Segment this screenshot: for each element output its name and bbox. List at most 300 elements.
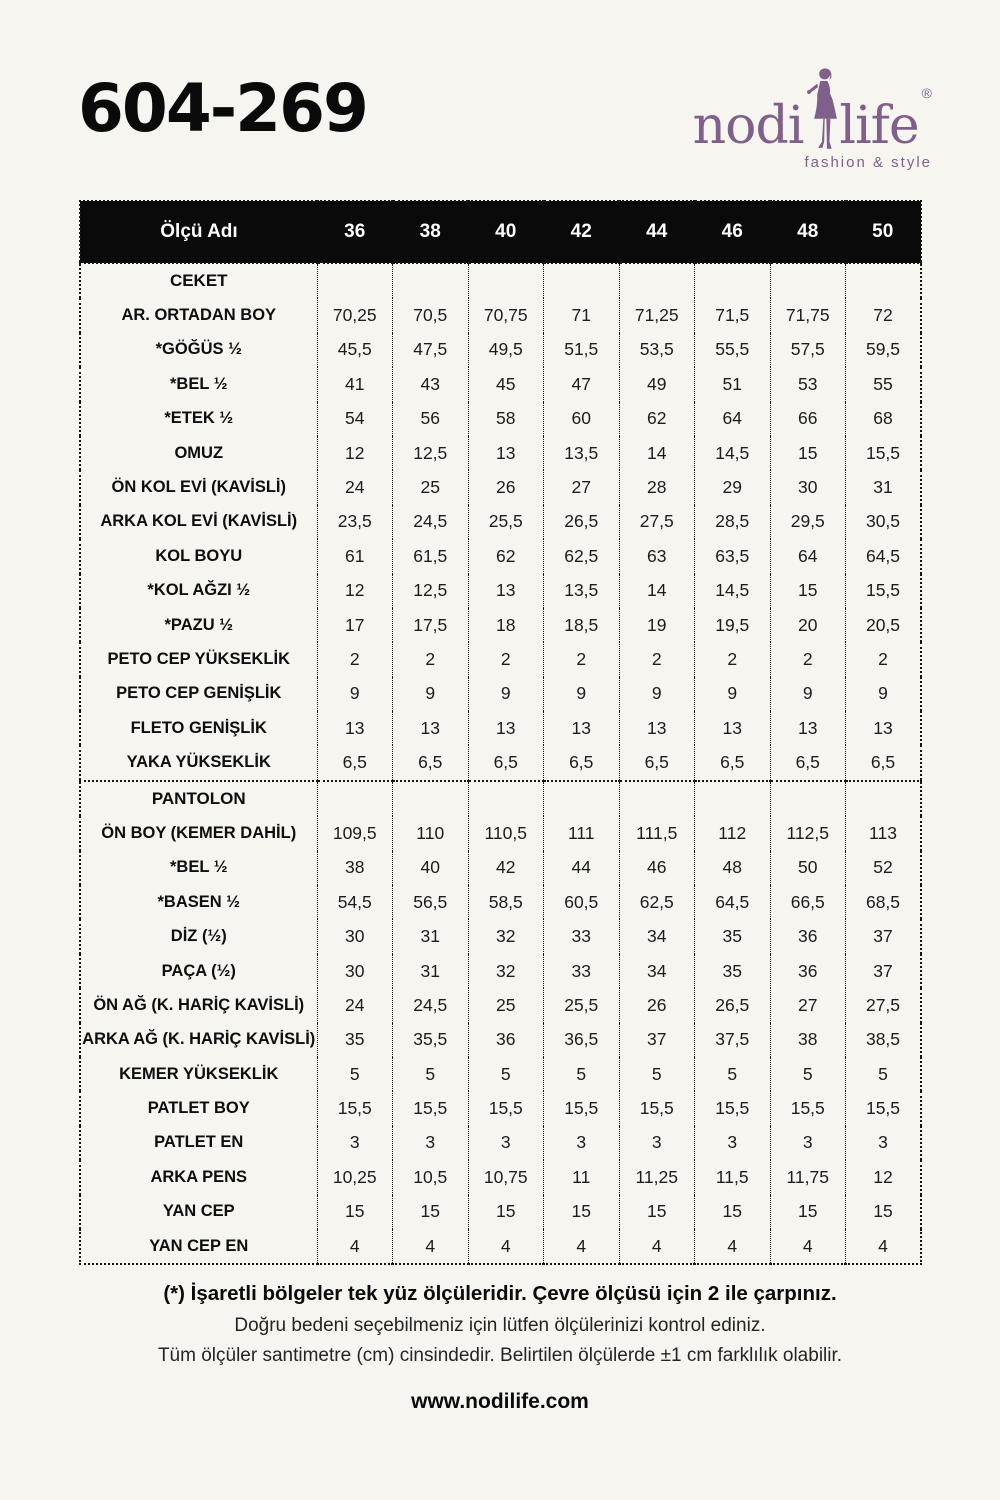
measurement-row xyxy=(80,885,921,919)
measurement-value-cell: 4 xyxy=(317,1229,393,1264)
section-title-cell: PANTOLON xyxy=(80,781,317,816)
measurement-label-cell: *PAZU ½ xyxy=(164,615,233,634)
measurement-row xyxy=(80,745,921,780)
measurement-value-cell: 47 xyxy=(544,367,620,401)
measurement-value-cell: 72 xyxy=(846,298,922,332)
measurement-value-cell: 66,5 xyxy=(770,885,846,919)
footnote-line: Tüm ölçüler santimetre (cm) cinsindedir. Belirtilen ölçülerde ±1 cm farklılık olabilir. xyxy=(157,1345,843,1366)
measurement-value-cell: 110 xyxy=(393,816,469,850)
measurement-row xyxy=(80,574,921,608)
measurement-row xyxy=(80,539,921,573)
measurement-row xyxy=(80,1126,921,1160)
measurement-value-cell: 18 xyxy=(468,608,544,642)
measurement-value-cell: 25,5 xyxy=(544,988,620,1022)
measurement-value-cell: 6,5 xyxy=(317,745,393,780)
size-chart-table xyxy=(79,200,922,1265)
measurement-value-cell: 30 xyxy=(317,954,393,988)
column-header-size: 44 xyxy=(619,201,695,263)
measurement-value-cell: 26 xyxy=(619,988,695,1022)
measurement-value-cell: 35,5 xyxy=(393,1023,469,1057)
measurement-value-cell: 15,5 xyxy=(846,574,922,608)
measurement-value-cell: 64,5 xyxy=(695,885,771,919)
measurement-row xyxy=(80,402,921,436)
measurement-value-cell: 17,5 xyxy=(393,608,469,642)
website-url: www.nodilife.com xyxy=(411,1390,589,1413)
measurement-value-cell: 110,5 xyxy=(468,816,544,850)
measurement-row xyxy=(80,988,921,1022)
measurement-value-cell: 13 xyxy=(770,711,846,745)
measurement-value-cell: 15,5 xyxy=(317,1091,393,1125)
measurement-value-cell: 55,5 xyxy=(695,333,771,367)
measurement-value-cell: 3 xyxy=(468,1126,544,1160)
measurement-value-cell: 54,5 xyxy=(317,885,393,919)
section-title-row xyxy=(80,263,921,298)
measurement-row xyxy=(80,1160,921,1194)
measurement-value-cell: 38 xyxy=(770,1023,846,1057)
measurement-value-cell: 3 xyxy=(619,1126,695,1160)
measurement-value-cell: 61 xyxy=(317,539,393,573)
measurement-value-cell: 63,5 xyxy=(695,539,771,573)
column-header-size: 50 xyxy=(846,201,922,263)
measurement-value-cell: 6,5 xyxy=(544,745,620,780)
measurement-value-cell: 26,5 xyxy=(544,505,620,539)
measurement-value-cell: 41 xyxy=(317,367,393,401)
measurement-value-cell: 5 xyxy=(695,1057,771,1091)
measurement-row xyxy=(80,608,921,642)
measurement-value-cell: 12 xyxy=(317,436,393,470)
measurement-value-cell: 29 xyxy=(695,470,771,504)
measurement-value-cell: 66 xyxy=(770,402,846,436)
measurement-value-cell: 4 xyxy=(846,1229,922,1264)
measurement-value-cell: 2 xyxy=(619,642,695,676)
measurement-value-cell: 13 xyxy=(468,711,544,745)
measurement-value-cell: 13 xyxy=(317,711,393,745)
measurement-label-cell: ÖN KOL EVİ (KAVİSLİ) xyxy=(111,478,286,497)
measurement-value-cell: 15 xyxy=(695,1195,771,1229)
empty-cell xyxy=(468,781,544,816)
measurement-value-cell: 36 xyxy=(770,919,846,953)
measurement-value-cell: 15,5 xyxy=(619,1091,695,1125)
measurement-value-cell: 3 xyxy=(695,1126,771,1160)
measurement-value-cell: 64,5 xyxy=(846,539,922,573)
measurement-value-cell: 3 xyxy=(393,1126,469,1160)
measurement-value-cell: 12,5 xyxy=(393,574,469,608)
measurement-label-cell: *ETEK ½ xyxy=(164,409,234,428)
measurement-label-cell: AR. ORTADAN BOY xyxy=(121,306,277,325)
measurement-value-cell: 14,5 xyxy=(695,574,771,608)
measurement-row xyxy=(80,677,921,711)
measurement-value-cell: 15 xyxy=(770,1195,846,1229)
measurement-value-cell: 38 xyxy=(317,851,393,885)
measurement-value-cell: 4 xyxy=(695,1229,771,1264)
measurement-value-cell: 3 xyxy=(770,1126,846,1160)
measurement-value-cell: 15 xyxy=(544,1195,620,1229)
measurement-row xyxy=(80,642,921,676)
measurement-value-cell: 44 xyxy=(544,851,620,885)
measurement-row xyxy=(80,1229,921,1264)
measurement-value-cell: 24,5 xyxy=(393,988,469,1022)
measurement-value-cell: 63 xyxy=(619,539,695,573)
measurement-value-cell: 70,5 xyxy=(393,298,469,332)
measurement-value-cell: 49,5 xyxy=(468,333,544,367)
measurement-value-cell: 111,5 xyxy=(619,816,695,850)
measurement-value-cell: 14 xyxy=(619,436,695,470)
measurement-label-cell: *KOL AĞZI ½ xyxy=(147,581,251,600)
measurement-value-cell: 6,5 xyxy=(619,745,695,780)
measurement-label-cell: ARKA PENS xyxy=(150,1167,248,1186)
measurement-row xyxy=(80,333,921,367)
measurement-label-cell: *GÖĞÜS ½ xyxy=(155,340,242,359)
empty-cell xyxy=(770,263,846,298)
measurement-label-cell: ÖN BOY (KEMER DAHİL) xyxy=(101,823,297,842)
measurement-value-cell: 2 xyxy=(393,642,469,676)
empty-cell xyxy=(846,263,922,298)
measurement-value-cell: 26 xyxy=(468,470,544,504)
measurement-value-cell: 13,5 xyxy=(544,574,620,608)
measurement-value-cell: 11,5 xyxy=(695,1160,771,1194)
brand-tagline: fashion & style xyxy=(804,154,932,171)
measurement-value-cell: 15 xyxy=(619,1195,695,1229)
measurement-value-cell: 112 xyxy=(695,816,771,850)
measurement-label-cell: DİZ (½) xyxy=(170,927,227,946)
measurement-value-cell: 11,75 xyxy=(770,1160,846,1194)
measurement-label-cell: PETO CEP GENİŞLİK xyxy=(116,684,282,703)
measurement-value-cell: 37,5 xyxy=(695,1023,771,1057)
empty-cell xyxy=(393,781,469,816)
measurement-value-cell: 31 xyxy=(393,919,469,953)
measurement-value-cell: 26,5 xyxy=(695,988,771,1022)
measurement-label-cell: *BEL ½ xyxy=(170,374,228,393)
column-header-size: 36 xyxy=(317,201,393,263)
footnote-line: Doğru bedeni seçebilmeniz için lütfen ölçülerinizi kontrol ediniz. xyxy=(234,1315,766,1336)
measurement-value-cell: 62,5 xyxy=(619,885,695,919)
measurement-value-cell: 70,75 xyxy=(468,298,544,332)
measurement-label-cell: YAN CEP xyxy=(162,1202,235,1221)
measurement-label-cell: ARKA AĞ (K. HARİÇ KAVİSLİ) xyxy=(82,1030,316,1049)
brand-logo xyxy=(693,66,932,171)
measurement-value-cell: 58 xyxy=(468,402,544,436)
measurement-value-cell: 38,5 xyxy=(846,1023,922,1057)
measurement-value-cell: 5 xyxy=(846,1057,922,1091)
measurement-value-cell: 5 xyxy=(619,1057,695,1091)
measurement-value-cell: 5 xyxy=(544,1057,620,1091)
measurement-value-cell: 13 xyxy=(544,711,620,745)
measurement-row xyxy=(80,298,921,332)
measurement-value-cell: 20,5 xyxy=(846,608,922,642)
measurement-value-cell: 27 xyxy=(770,988,846,1022)
measurement-value-cell: 29,5 xyxy=(770,505,846,539)
measurement-value-cell: 24,5 xyxy=(393,505,469,539)
measurement-value-cell: 15,5 xyxy=(393,1091,469,1125)
measurement-value-cell: 68,5 xyxy=(846,885,922,919)
measurement-value-cell: 18,5 xyxy=(544,608,620,642)
measurement-value-cell: 71,75 xyxy=(770,298,846,332)
measurement-label-cell: YAN CEP EN xyxy=(149,1236,249,1255)
section-title-row xyxy=(80,781,921,816)
measurement-value-cell: 4 xyxy=(619,1229,695,1264)
column-header-size: 48 xyxy=(770,201,846,263)
measurement-value-cell: 64 xyxy=(770,539,846,573)
measurement-value-cell: 10,5 xyxy=(393,1160,469,1194)
measurement-value-cell: 13 xyxy=(393,711,469,745)
measurement-label-cell: FLETO GENİŞLİK xyxy=(130,718,267,737)
column-header-size: 40 xyxy=(468,201,544,263)
measurement-value-cell: 68 xyxy=(846,402,922,436)
measurement-value-cell: 49 xyxy=(619,367,695,401)
measurement-value-cell: 15 xyxy=(770,574,846,608)
measurement-label-cell: PAÇA (½) xyxy=(161,961,236,980)
measurement-value-cell: 9 xyxy=(695,677,771,711)
empty-cell xyxy=(695,263,771,298)
measurement-value-cell: 59,5 xyxy=(846,333,922,367)
measurement-value-cell: 112,5 xyxy=(770,816,846,850)
measurement-value-cell: 11,25 xyxy=(619,1160,695,1194)
empty-cell xyxy=(317,781,393,816)
measurement-value-cell: 56 xyxy=(393,402,469,436)
measurement-value-cell: 3 xyxy=(317,1126,393,1160)
size-chart-header xyxy=(80,201,921,263)
measurement-row xyxy=(80,470,921,504)
measurement-label-cell: ARKA KOL EVİ (KAVİSLİ) xyxy=(100,512,298,531)
measurement-value-cell: 19 xyxy=(619,608,695,642)
measurement-value-cell: 14 xyxy=(619,574,695,608)
measurement-value-cell: 2 xyxy=(317,642,393,676)
measurement-value-cell: 20 xyxy=(770,608,846,642)
measurement-value-cell: 35 xyxy=(695,919,771,953)
measurement-value-cell: 2 xyxy=(695,642,771,676)
measurement-value-cell: 40 xyxy=(393,851,469,885)
measurement-value-cell: 23,5 xyxy=(317,505,393,539)
measurement-value-cell: 9 xyxy=(619,677,695,711)
measurement-value-cell: 9 xyxy=(770,677,846,711)
measurement-value-cell: 64 xyxy=(695,402,771,436)
measurement-value-cell: 113 xyxy=(846,816,922,850)
measurement-value-cell: 12,5 xyxy=(393,436,469,470)
measurement-row xyxy=(80,367,921,401)
measurement-value-cell: 57,5 xyxy=(770,333,846,367)
measurement-value-cell: 53,5 xyxy=(619,333,695,367)
measurement-value-cell: 43 xyxy=(393,367,469,401)
measurement-value-cell: 15 xyxy=(846,1195,922,1229)
measurement-value-cell: 2 xyxy=(468,642,544,676)
measurement-value-cell: 9 xyxy=(544,677,620,711)
measurement-value-cell: 4 xyxy=(770,1229,846,1264)
measurement-value-cell: 33 xyxy=(544,954,620,988)
measurement-value-cell: 6,5 xyxy=(770,745,846,780)
measurement-value-cell: 55 xyxy=(846,367,922,401)
measurement-value-cell: 24 xyxy=(317,470,393,504)
measurement-label-cell: KEMER YÜKSEKLİK xyxy=(119,1064,279,1083)
measurement-value-cell: 35 xyxy=(317,1023,393,1057)
column-header-size: 38 xyxy=(393,201,469,263)
measurement-label-cell: ÖN AĞ (K. HARİÇ KAVİSLİ) xyxy=(93,995,305,1014)
woman-silhouette-icon xyxy=(806,66,838,154)
column-header-size: 42 xyxy=(544,201,620,263)
measurement-label-cell: *BASEN ½ xyxy=(157,892,241,911)
measurement-row xyxy=(80,711,921,745)
measurement-value-cell: 34 xyxy=(619,919,695,953)
measurement-value-cell: 27,5 xyxy=(619,505,695,539)
measurement-label-cell: YAKA YÜKSEKLİK xyxy=(126,753,271,772)
empty-cell xyxy=(468,263,544,298)
measurement-value-cell: 58,5 xyxy=(468,885,544,919)
measurement-value-cell: 62 xyxy=(619,402,695,436)
measurement-label-cell: PATLET EN xyxy=(154,1133,244,1152)
measurement-value-cell: 15,5 xyxy=(846,436,922,470)
measurement-value-cell: 54 xyxy=(317,402,393,436)
measurement-value-cell: 6,5 xyxy=(846,745,922,780)
measurement-value-cell: 15,5 xyxy=(544,1091,620,1125)
size-chart-body xyxy=(80,263,921,1264)
measurement-value-cell: 13 xyxy=(846,711,922,745)
measurement-value-cell: 25 xyxy=(393,470,469,504)
empty-cell xyxy=(846,781,922,816)
measurement-value-cell: 10,75 xyxy=(468,1160,544,1194)
measurement-value-cell: 62,5 xyxy=(544,539,620,573)
measurement-value-cell: 31 xyxy=(393,954,469,988)
measurement-value-cell: 45,5 xyxy=(317,333,393,367)
measurement-value-cell: 11 xyxy=(544,1160,620,1194)
empty-cell xyxy=(317,263,393,298)
column-header-measure-name: Ölçü Adı xyxy=(80,201,317,263)
measurement-value-cell: 52 xyxy=(846,851,922,885)
measurement-value-cell: 31 xyxy=(846,470,922,504)
measurement-row xyxy=(80,436,921,470)
measurement-value-cell: 45 xyxy=(468,367,544,401)
measurement-value-cell: 51,5 xyxy=(544,333,620,367)
measurement-value-cell: 2 xyxy=(770,642,846,676)
measurement-value-cell: 9 xyxy=(468,677,544,711)
measurement-value-cell: 53 xyxy=(770,367,846,401)
measurement-label-cell: KOL BOYU xyxy=(155,546,243,565)
measurement-value-cell: 6,5 xyxy=(393,745,469,780)
empty-cell xyxy=(695,781,771,816)
header-row xyxy=(80,201,921,263)
empty-cell xyxy=(619,781,695,816)
measurement-value-cell: 24 xyxy=(317,988,393,1022)
measurement-value-cell: 71 xyxy=(544,298,620,332)
footnotes xyxy=(0,1282,1000,1375)
measurement-value-cell: 13 xyxy=(468,436,544,470)
measurement-value-cell: 32 xyxy=(468,919,544,953)
measurement-value-cell: 13,5 xyxy=(544,436,620,470)
empty-cell xyxy=(770,781,846,816)
measurement-value-cell: 13 xyxy=(695,711,771,745)
measurement-value-cell: 15 xyxy=(468,1195,544,1229)
measurement-value-cell: 60 xyxy=(544,402,620,436)
measurement-value-cell: 4 xyxy=(468,1229,544,1264)
measurement-value-cell: 27 xyxy=(544,470,620,504)
measurement-row xyxy=(80,954,921,988)
measurement-value-cell: 6,5 xyxy=(468,745,544,780)
measurement-value-cell: 12 xyxy=(846,1160,922,1194)
column-header-size: 46 xyxy=(695,201,771,263)
measurement-value-cell: 13 xyxy=(468,574,544,608)
measurement-value-cell: 71,5 xyxy=(695,298,771,332)
measurement-value-cell: 70,25 xyxy=(317,298,393,332)
measurement-value-cell: 37 xyxy=(846,919,922,953)
measurement-value-cell: 36 xyxy=(770,954,846,988)
measurement-value-cell: 2 xyxy=(846,642,922,676)
measurement-value-cell: 36 xyxy=(468,1023,544,1057)
measurement-label-cell: PATLET BOY xyxy=(147,1099,250,1118)
measurement-value-cell: 32 xyxy=(468,954,544,988)
measurement-value-cell: 13 xyxy=(619,711,695,745)
measurement-value-cell: 17 xyxy=(317,608,393,642)
measurement-value-cell: 33 xyxy=(544,919,620,953)
measurement-value-cell: 34 xyxy=(619,954,695,988)
empty-cell xyxy=(544,781,620,816)
measurement-value-cell: 28,5 xyxy=(695,505,771,539)
measurement-value-cell: 15,5 xyxy=(695,1091,771,1125)
measurement-value-cell: 5 xyxy=(770,1057,846,1091)
empty-cell xyxy=(393,263,469,298)
measurement-value-cell: 35 xyxy=(695,954,771,988)
measurement-value-cell: 37 xyxy=(846,954,922,988)
measurement-value-cell: 2 xyxy=(544,642,620,676)
measurement-value-cell: 4 xyxy=(393,1229,469,1264)
measurement-row xyxy=(80,1091,921,1125)
measurement-value-cell: 15 xyxy=(393,1195,469,1229)
measurement-value-cell: 30,5 xyxy=(846,505,922,539)
measurement-value-cell: 27,5 xyxy=(846,988,922,1022)
measurement-value-cell: 50 xyxy=(770,851,846,885)
measurement-value-cell: 15 xyxy=(770,436,846,470)
measurement-value-cell: 9 xyxy=(846,677,922,711)
measurement-value-cell: 6,5 xyxy=(695,745,771,780)
measurement-value-cell: 30 xyxy=(317,919,393,953)
measurement-value-cell: 5 xyxy=(317,1057,393,1091)
measurement-row xyxy=(80,505,921,539)
measurement-value-cell: 12 xyxy=(317,574,393,608)
brand-name-part2: life xyxy=(839,96,919,156)
measurement-value-cell: 9 xyxy=(317,677,393,711)
measurement-value-cell: 109,5 xyxy=(317,816,393,850)
measurement-value-cell: 3 xyxy=(846,1126,922,1160)
measurement-value-cell: 15,5 xyxy=(770,1091,846,1125)
brand-name-part1: nodi xyxy=(692,96,804,156)
measurement-value-cell: 5 xyxy=(393,1057,469,1091)
measurement-value-cell: 36,5 xyxy=(544,1023,620,1057)
measurement-row xyxy=(80,1057,921,1091)
measurement-value-cell: 4 xyxy=(544,1229,620,1264)
measurement-value-cell: 19,5 xyxy=(695,608,771,642)
empty-cell xyxy=(619,263,695,298)
measurement-value-cell: 61,5 xyxy=(393,539,469,573)
measurement-value-cell: 51 xyxy=(695,367,771,401)
measurement-row xyxy=(80,919,921,953)
measurement-value-cell: 56,5 xyxy=(393,885,469,919)
measurement-label-cell: OMUZ xyxy=(174,443,224,462)
empty-cell xyxy=(544,263,620,298)
measurement-value-cell: 71,25 xyxy=(619,298,695,332)
measurement-row xyxy=(80,1195,921,1229)
product-code: 604-269 xyxy=(78,70,367,147)
measurement-value-cell: 15 xyxy=(317,1195,393,1229)
measurement-value-cell: 62 xyxy=(468,539,544,573)
measurement-value-cell: 111 xyxy=(544,816,620,850)
measurement-value-cell: 9 xyxy=(393,677,469,711)
measurement-value-cell: 15,5 xyxy=(846,1091,922,1125)
section-title-cell: CEKET xyxy=(169,271,228,291)
measurement-value-cell: 47,5 xyxy=(393,333,469,367)
measurement-value-cell: 5 xyxy=(468,1057,544,1091)
measurement-value-cell: 42 xyxy=(468,851,544,885)
measurement-label-cell: *BEL ½ xyxy=(170,858,228,877)
measurement-value-cell: 14,5 xyxy=(695,436,771,470)
measurement-value-cell: 10,25 xyxy=(317,1160,393,1194)
measurement-value-cell: 3 xyxy=(544,1126,620,1160)
